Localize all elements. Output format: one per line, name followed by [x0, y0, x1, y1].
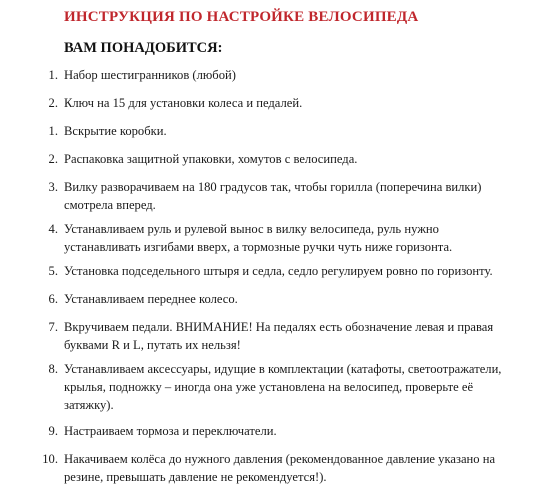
list-item-text	[64, 318, 534, 354]
list-item-line: резине, превышать давление не рекомендуется!).	[64, 470, 327, 484]
list-item-line: Устанавливаем аксессуары, идущие в комплектации (катафоты, светоотражатели,	[64, 362, 502, 376]
list-item-number: 2.	[48, 152, 58, 166]
list-item-text	[64, 150, 534, 168]
list-item-number: 6.	[48, 292, 58, 306]
list-item-line: Настраиваем тормоза и переключатели.	[64, 424, 277, 438]
list-item-number: 4.	[48, 222, 58, 236]
list-item-line: затяжку).	[64, 398, 114, 412]
list-item-text	[64, 178, 534, 214]
list-item-number: 10.	[42, 452, 58, 466]
list-item-text	[64, 122, 534, 140]
list-item-line: крылья, подножку – иногда она уже установлена на велосипед, проверьте её	[64, 380, 474, 394]
list-item-number: 5.	[48, 264, 58, 278]
requirements-heading: ВАМ ПОНАДОБИТСЯ:	[64, 40, 223, 56]
list-item-line: Набор шестигранников (любой)	[64, 68, 236, 82]
list-item-line: Вкручиваем педали. ВНИМАНИЕ! На педалях есть обозначение левая и правая	[64, 320, 494, 334]
page-title: ИНСТРУКЦИЯ ПО НАСТРОЙКЕ ВЕЛОСИПЕДА	[64, 9, 419, 25]
list-item-line: Распаковка защитной упаковки, хомутов с велосипеда.	[64, 152, 358, 166]
list-item-number: 3.	[48, 180, 58, 194]
list-item-text	[64, 66, 534, 84]
list-item-number: 9.	[48, 424, 58, 438]
list-item-line: Устанавливаем руль и рулевой вынос в вилку велосипеда, руль нужно	[64, 222, 439, 236]
list-item-line: смотрела вперед.	[64, 198, 156, 212]
list-item-text	[64, 262, 534, 280]
list-item-line: Вскрытие коробки.	[64, 124, 167, 138]
list-item-number: 1.	[48, 124, 58, 138]
list-item-text	[64, 422, 534, 440]
list-item-line: Установка подседельного штыря и седла, седло регулируем ровно по горизонту.	[64, 264, 493, 278]
list-item-text	[64, 94, 534, 112]
list-item-text	[64, 290, 534, 308]
list-item-text	[64, 450, 534, 486]
list-item-number: 1.	[48, 68, 58, 82]
list-item-line: буквами R и L, путать их нельзя!	[64, 338, 241, 352]
list-item-number: 7.	[48, 320, 58, 334]
list-item-line: Вилку разворачиваем на 180 градусов так, чтобы горилла (поперечина вилки)	[64, 180, 482, 194]
list-item-text	[64, 220, 534, 256]
list-item-line: Ключ на 15 для установки колеса и педалей.	[64, 96, 303, 110]
list-item-line: устанавливать изгибами вверх, а тормозные ручки чуть ниже горизонта.	[64, 240, 453, 254]
list-item-line: Устанавливаем переднее колесо.	[64, 292, 238, 306]
list-item-text	[64, 360, 534, 414]
list-item-number: 8.	[48, 362, 58, 376]
list-item-number: 2.	[48, 96, 58, 110]
list-item-line: Накачиваем колёса до нужного давления (рекомендованное давление указано на	[64, 452, 496, 466]
